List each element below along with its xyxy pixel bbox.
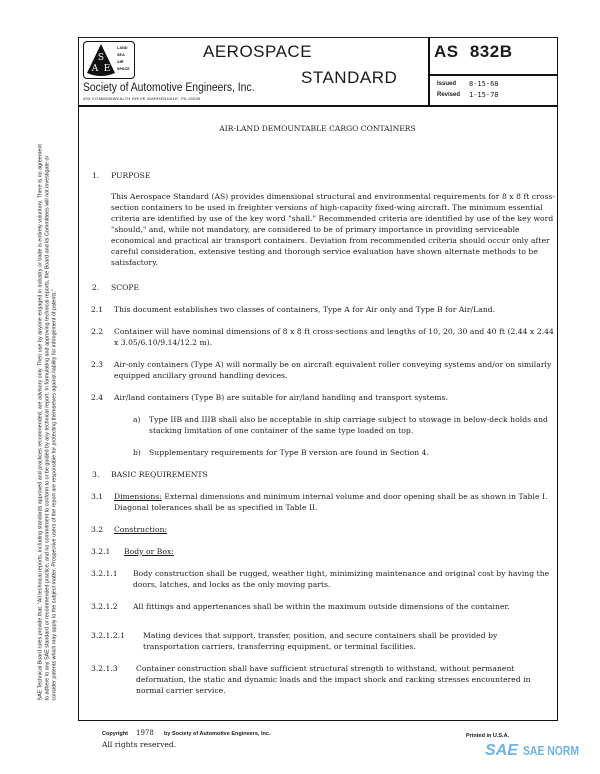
section-heading: PURPOSE: [111, 171, 151, 180]
logo-text: LAND: [117, 46, 128, 50]
section-heading: BASIC REQUIREMENTS: [111, 470, 208, 479]
revised-date: 1-15-78: [469, 91, 499, 99]
title-aerospace: AEROSPACE: [203, 42, 313, 61]
section-number: 1.: [92, 171, 100, 180]
section-text: Body construction shall be rugged, weather tight, minimizing maintenance and original cost by having the doors, latches, and locks as the only moving parts.: [133, 569, 550, 589]
section-text: Type IIB and IIIB shall also be acceptable in ship carriage subject to stowage in below-deck holds and stacking limitation of one container of the same type loaded on top.: [149, 415, 548, 435]
section-heading: SCOPE: [111, 283, 140, 292]
svg-text:A: A: [91, 64, 99, 74]
section-number: 3.2.1.1: [91, 569, 118, 578]
section-text: Supplementary requirements for Type B version are found in Section 4.: [149, 448, 430, 457]
section-number: 3.: [92, 470, 100, 479]
logo-text: SEA: [117, 53, 125, 57]
org-address: 400 COMMONWEALTH DRIVE WARRENDALE, PA 15096: [83, 96, 201, 101]
header-divider: [428, 74, 557, 76]
section-text: This document establishes two classes of containers, Type A for Air only and Type B for Air/Land.: [114, 305, 496, 314]
list-marker: b): [133, 448, 141, 457]
section-number: 3.2.1: [91, 547, 111, 556]
section-text: Container will have nominal dimensions of 8 x 8 ft cross-sections and lengths of 10, 20, 30 and 40 ft (2.44 x 2.44 x 3.05/6.10/9.14/12.2 m).: [114, 327, 554, 347]
section-number: 2.3: [91, 360, 104, 369]
section-number: 3.2.1.2: [91, 602, 118, 611]
doc-number: AS 832B: [434, 42, 513, 61]
subsection-heading: Body or Box:: [124, 547, 174, 556]
svg-text:S: S: [97, 53, 105, 63]
watermark: SAE NORM: [523, 743, 580, 758]
logo-text: AIR: [117, 60, 124, 64]
svg-text:E: E: [103, 64, 111, 74]
section-text: Air-only containers (Type A) will normally be on aircraft equivalent roller conveying systems and/or on similarly equipped ancillary ground handling devices.: [114, 360, 552, 380]
logo-text: SPACE: [117, 67, 130, 71]
section-number: 3.1: [91, 492, 104, 501]
printed-in: Printed in U.S.A.: [466, 733, 510, 739]
title-standard: STANDARD: [301, 68, 398, 87]
section-number: 2.4: [91, 393, 104, 402]
section-text: Air/land containers (Type B) are suitable for air/land handling and transport systems.: [114, 393, 448, 402]
sae-disclaimer-note: SAE Technical Board rules provide that: "All technical reports, including standards approved and practices recommended, are advisory only. Their use by anyone engaged in industry or trade is entirely voluntary. There is no agreement to adhere to any SAE standard or recommended practice, and no commitment to conform to or be guided by any technical report. In formulating and approving technical reports, the Board and its Committees will not investigate or consider patents which may apply to the subject matter. Prospective users of the report are responsible for protecting themselves against liability for infringement of patents.": [37, 144, 58, 701]
document-title: AIR-LAND DEMOUNTABLE CARGO CONTAINERS: [219, 124, 416, 133]
section-text: External dimensions and minimum internal volume and door opening shall be as shown in Table I. Diagonal tolerances shall be as specified in Table II.: [114, 492, 548, 512]
sae-logo: [83, 41, 135, 79]
issued-label: Issued: [437, 81, 457, 87]
copyright-label: Copyright: [102, 731, 128, 737]
section-number: 3.2.1.2.1: [91, 631, 125, 640]
header-divider: [428, 37, 430, 105]
subsection-heading: Dimensions:: [114, 492, 162, 501]
section-text: Mating devices that support, transfer, position, and secure containers shall be provided by transportation carriers, transferring equipment, or terminal facilities.: [143, 631, 498, 651]
section-number: 2.2: [91, 327, 104, 336]
section-text: This Aerospace Standard (AS) provides dimensional structural and environmental requirements for 8 x 8 ft cross-section containers to be used in freighter versions of high-capacity fixed-wing aircraft. The minimum essential criteria are identified by use of the key word "shall." Recommended criteria are identified by use of the key word "should," and, while not mandatory, are considered to be of primary importance in providing serviceable economical and practical air transport containers. Deviation from recommended criteria should occur only after careful consideration, extensive testing and thorough service evaluation have shown alternate methods to be satisfactory.: [111, 192, 555, 267]
copyright-line: [102, 729, 271, 737]
section-number: 2.: [92, 283, 100, 292]
rights-reserved: All rights reserved.: [102, 740, 177, 749]
org-name: Society of Automotive Engineers, Inc.: [83, 82, 255, 94]
section-number: 3.2.1.3: [91, 664, 118, 673]
revised-label: Revised: [437, 92, 461, 98]
section-number: 3.2: [91, 525, 104, 534]
section-text: All fittings and appertenances shall be within the maximum outside dimensions of the container.: [133, 602, 510, 611]
copyright-owner: by Society of Automotive Engineers, Inc.: [164, 731, 271, 737]
list-marker: a): [133, 415, 141, 424]
section-number: 2.1: [91, 305, 104, 314]
subsection-heading: Construction:: [114, 525, 168, 534]
copyright-year: 1978: [136, 729, 154, 737]
sae-logo-emblem-icon: [86, 43, 116, 77]
issued-date: 8-15-68: [469, 80, 499, 88]
header-divider: [78, 105, 557, 107]
section-text: Container construction shall have sufficient structural strength to withstand, without permanent deformation, the static and dynamic loads and the impact shock and racking stresses encountered in normal carrier service.: [136, 664, 531, 695]
watermark-logo: SAE: [485, 742, 518, 759]
